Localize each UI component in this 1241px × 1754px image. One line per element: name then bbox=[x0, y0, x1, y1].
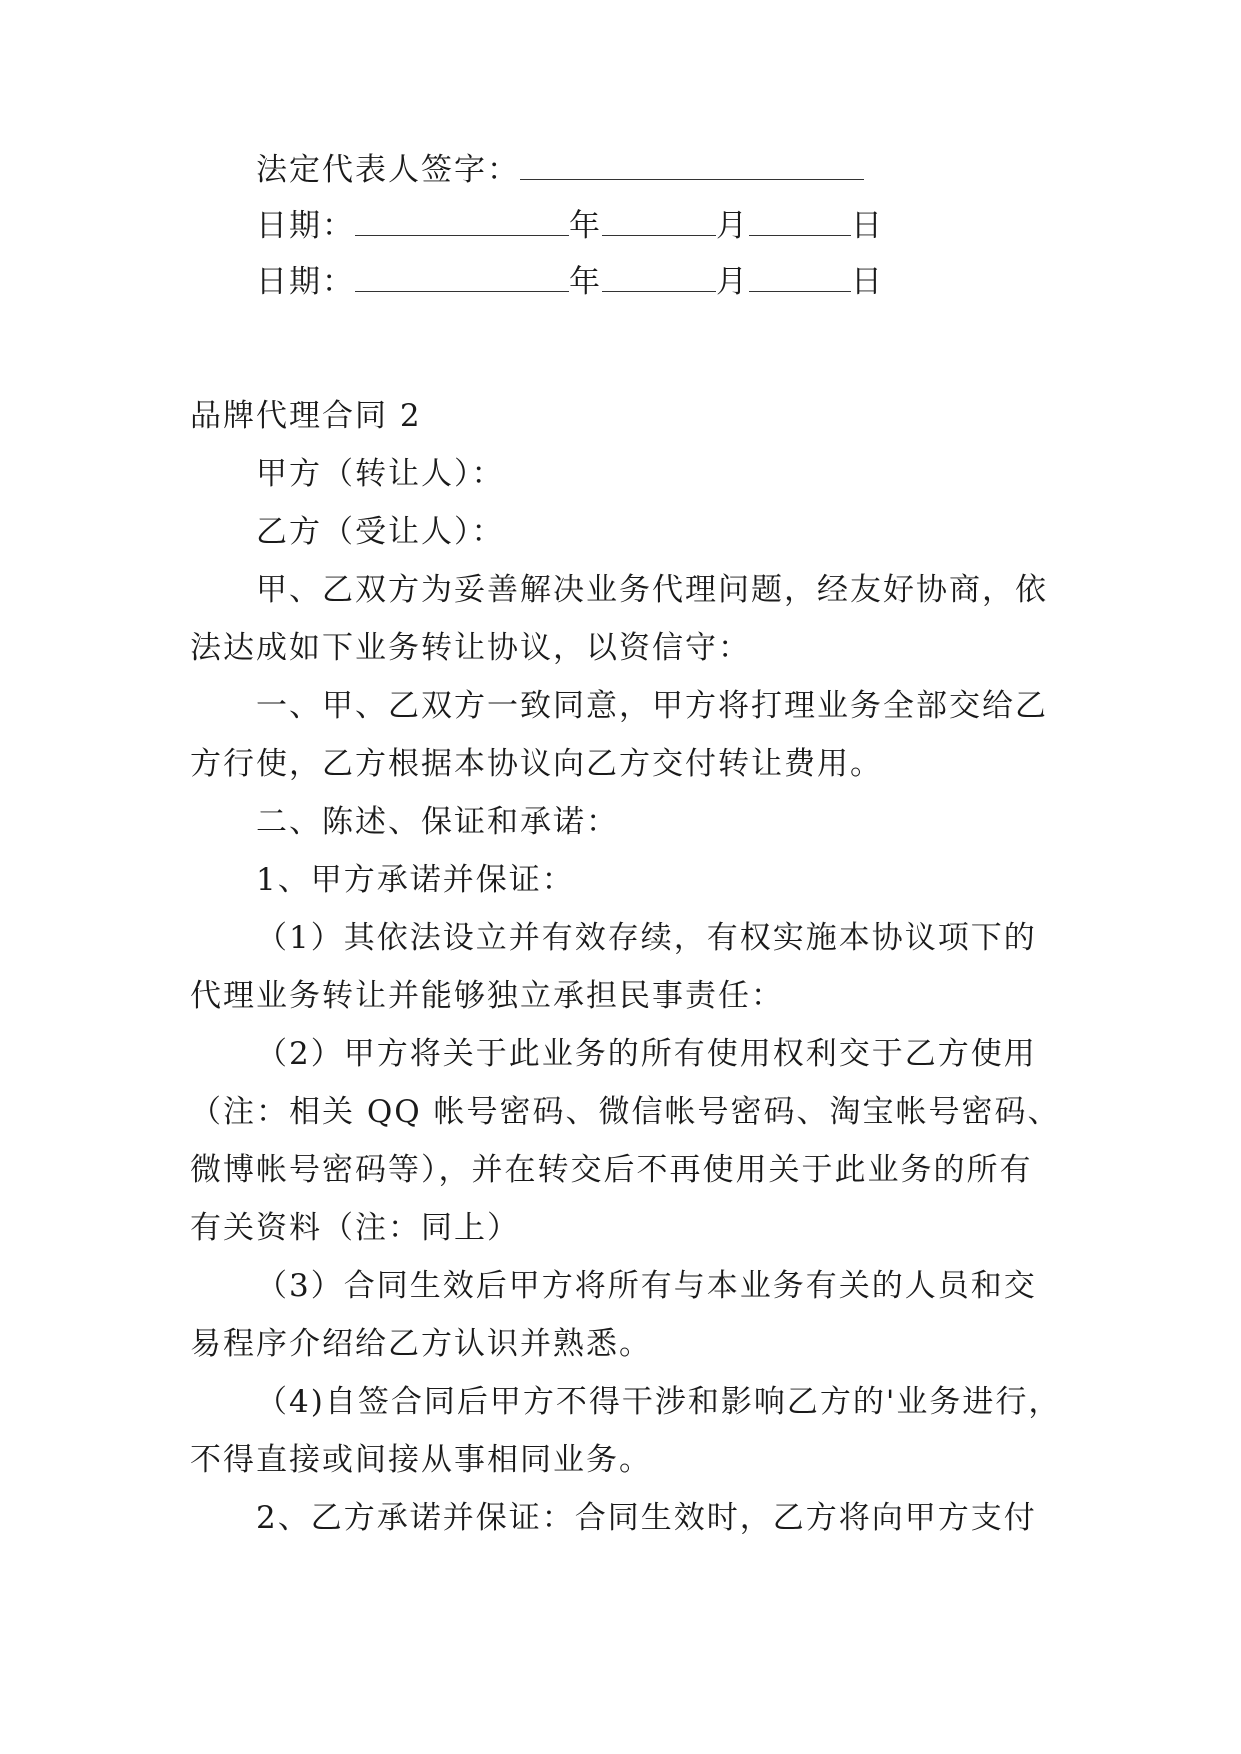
year-label: 年 bbox=[569, 208, 602, 244]
month-blank bbox=[602, 211, 716, 236]
date-line bbox=[256, 206, 884, 246]
day-blank bbox=[749, 211, 851, 236]
paragraph-line: （4)自签合同后甲方不得干涉和影响乙方的'业务进行， bbox=[256, 1384, 1062, 1420]
date-label: 日期： bbox=[256, 264, 355, 300]
paragraph-line: 有关资料（注：同上） bbox=[190, 1210, 520, 1246]
year-blank bbox=[355, 211, 569, 236]
paragraph-line: （注：相关 QQ 帐号密码、微信帐号密码、淘宝帐号密码、 bbox=[190, 1094, 1061, 1130]
day-blank bbox=[749, 267, 851, 292]
contract-title: 品牌代理合同 2 bbox=[190, 398, 422, 434]
paragraph-line: 法达成如下业务转让协议，以资信守： bbox=[190, 630, 751, 666]
paragraph-line: 2、乙方承诺并保证：合同生效时，乙方将向甲方支付 bbox=[256, 1500, 1037, 1536]
party-b-line: 乙方（受让人）： bbox=[256, 514, 505, 550]
paragraph-line: 代理业务转让并能够独立承担民事责任： bbox=[190, 978, 784, 1014]
month-blank bbox=[602, 267, 716, 292]
party-a-line: 甲方（转让人）： bbox=[256, 456, 505, 492]
clause-heading: 1、甲方承诺并保证： bbox=[256, 862, 575, 898]
paragraph-line: 方行使，乙方根据本协议向乙方交付转让费用。 bbox=[190, 746, 883, 782]
date-label: 日期： bbox=[256, 208, 355, 244]
paragraph-line: （1）其依法设立并有效存续，有权实施本协议项下的 bbox=[256, 920, 1037, 956]
paragraph-line: （3）合同生效后甲方将所有与本业务有关的人员和交 bbox=[256, 1268, 1037, 1304]
signature-blank bbox=[520, 155, 864, 180]
month-label: 月 bbox=[716, 208, 749, 244]
paragraph-line: 不得直接或间接从事相同业务。 bbox=[190, 1442, 652, 1478]
day-label: 日 bbox=[851, 264, 884, 300]
paragraph-line: 一、甲、乙双方一致同意，甲方将打理业务全部交给乙 bbox=[256, 688, 1048, 724]
signature-line bbox=[256, 150, 864, 190]
year-label: 年 bbox=[569, 264, 602, 300]
paragraph-line: 微博帐号密码等），并在转交后不再使用关于此业务的所有 bbox=[190, 1152, 1033, 1188]
paragraph-line: （2）甲方将关于此业务的所有使用权利交于乙方使用 bbox=[256, 1036, 1037, 1072]
paragraph-line: 甲、乙双方为妥善解决业务代理问题，经友好协商，依 bbox=[256, 572, 1048, 608]
section-heading: 二、陈述、保证和承诺： bbox=[256, 804, 619, 840]
paragraph-line: 易程序介绍给乙方认识并熟悉。 bbox=[190, 1326, 652, 1362]
date-line bbox=[256, 262, 884, 302]
month-label: 月 bbox=[716, 264, 749, 300]
day-label: 日 bbox=[851, 208, 884, 244]
signature-label: 法定代表人签字： bbox=[256, 152, 520, 188]
year-blank bbox=[355, 267, 569, 292]
